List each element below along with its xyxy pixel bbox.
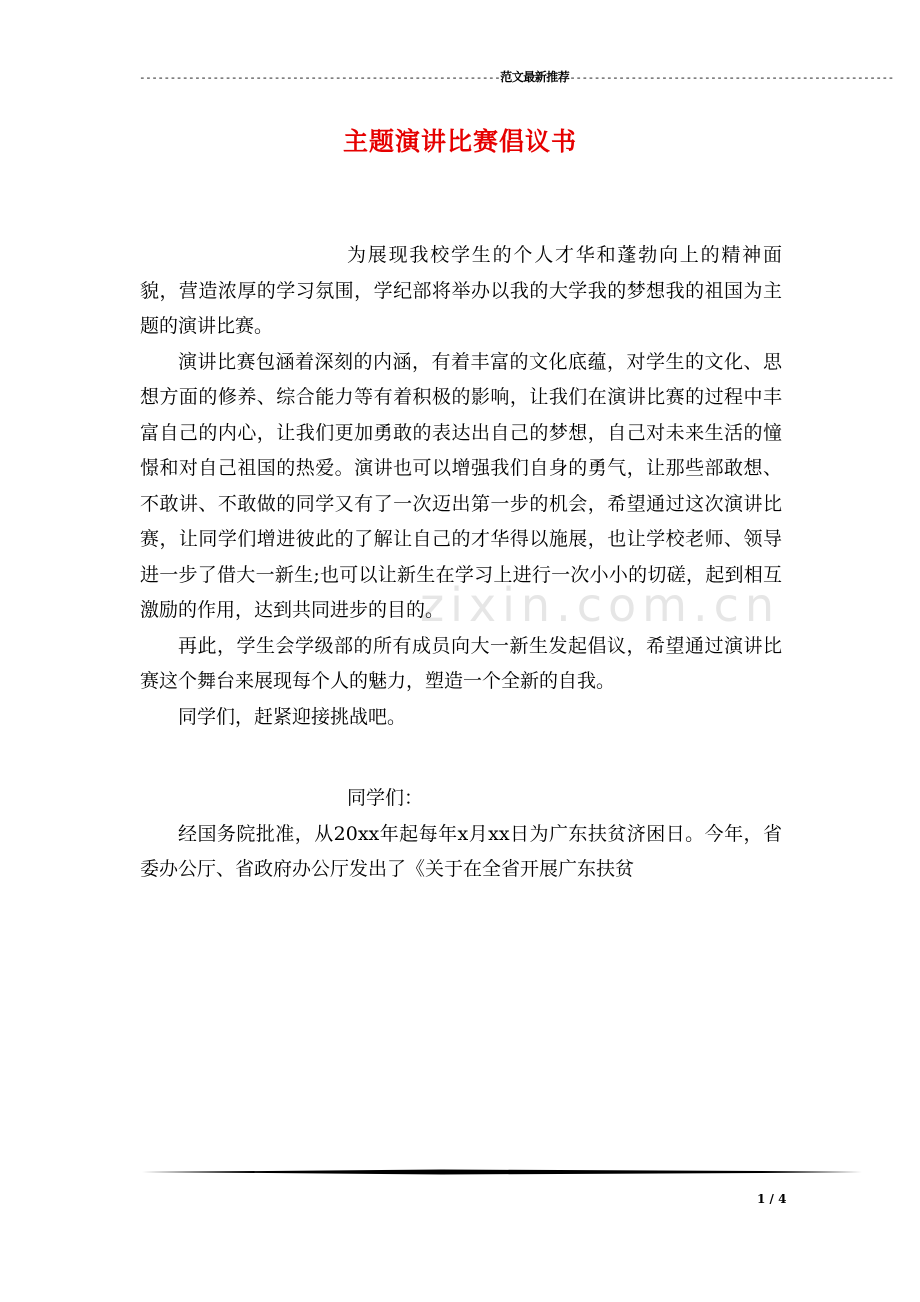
- header-text: 范文最新推荐: [500, 70, 570, 84]
- header-dashes-left: -----------------------------------------------------------: [139, 71, 501, 84]
- header-dashes-right: -----------------------------------------------------: [569, 71, 894, 84]
- paragraph: 经国务院批准，从20xx年起每年x月xx日为广东扶贫济困日。今年，省委办公厅、省政府办公厅发出了《关于在全省开展广东扶贫: [140, 822, 782, 880]
- document-body: [140, 238, 782, 888]
- paragraph: 再此，学生会学级部的所有成员向大一新生发起倡议，希望通过演讲比赛这个舞台来展现每个人的魅力，塑造一个全新的自我。: [140, 634, 782, 692]
- page-header: [139, 68, 894, 85]
- watermark: zixin.com.cn: [420, 578, 781, 632]
- paragraph-intro: 为展现我校学生的个人才华和蓬勃向上的精神面貌，营造浓厚的学习氛围，学纪部将举办以我的大学我的梦想我的祖国为主题的演讲比赛。: [140, 244, 782, 337]
- page-number: 1 / 4: [757, 1192, 787, 1206]
- paragraph: 演讲比赛包涵着深刻的内涵，有着丰富的文化底蕴，对学生的文化、思想方面的修养、综合能力等有着积极的影响，让我们在演讲比赛的过程中丰富自己的内心，让我们更加勇敢的表达出自己的梦想，自己对未来生活的憧憬和对自己祖国的热爱。演讲也可以增强我们自身的勇气，让那些部敢想、不敢讲、不敢做的同学又有了一次迈出第一步的机会，希望通过这次演讲比赛，让同学们增进彼此的了解让自己的才华得以施展，也让学校老师、领导进一步了借大一新生;也可以让新生在学习上进行一次小小的切磋，起到相互激励的作用，达到共同进步的目的。: [140, 350, 782, 621]
- paragraph: 同学们，赶紧迎接挑战吧。: [178, 705, 407, 728]
- footer-rule: [142, 1169, 862, 1175]
- salutation: 同学们：: [347, 787, 424, 809]
- document-title: 主题演讲比赛倡议书: [342, 127, 577, 156]
